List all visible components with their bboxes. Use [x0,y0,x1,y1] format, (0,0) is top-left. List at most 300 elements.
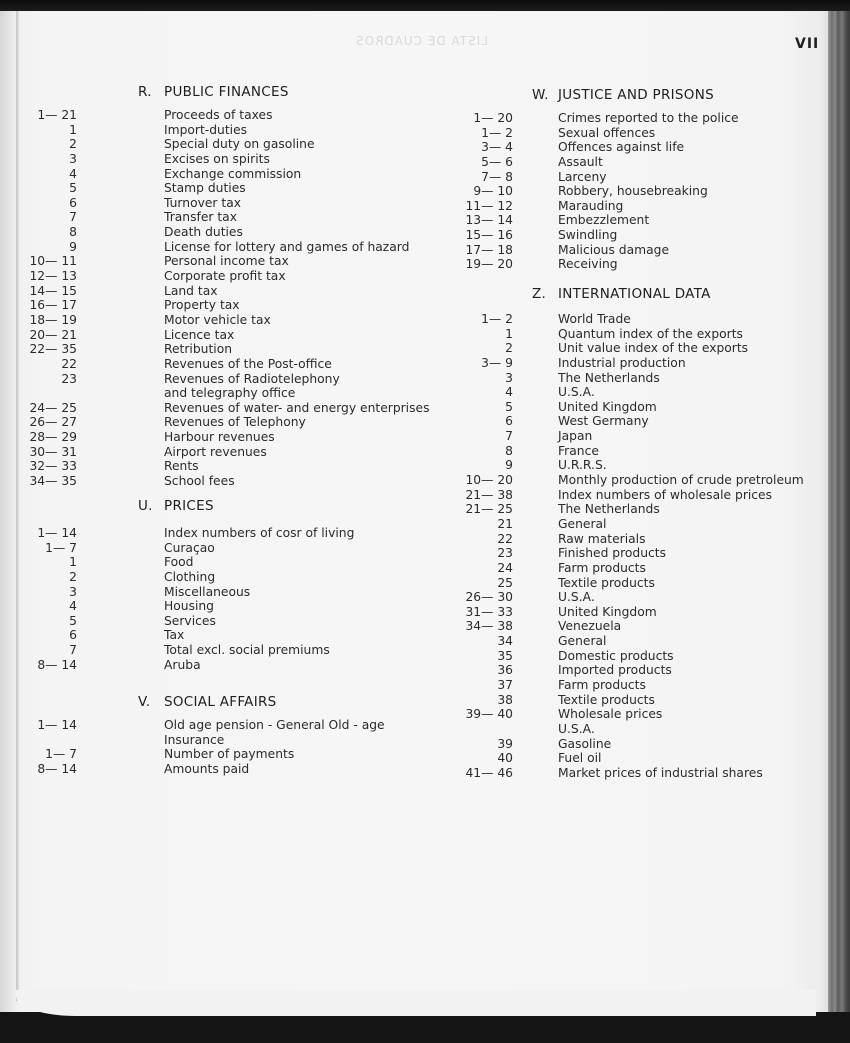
table-number-range: 24 [497,560,513,575]
table-number-range: 3 [69,584,77,599]
table-number-range: 16— 17 [29,298,77,313]
table-title: License for lottery and games of hazard [164,239,410,254]
table-number-range: 26— 27 [29,415,77,430]
table-title: Industrial production [558,355,686,370]
spacer [77,415,164,430]
table-number-range: 20— 21 [29,327,77,342]
table-title: Airport revenues [164,444,267,459]
spacer [77,342,164,357]
table-title: United Kingdom [558,604,657,619]
table-title: Index numbers of cosr of living [164,526,355,540]
table-row [440,126,739,141]
table-number-range: 3 [69,151,77,166]
table-number-range: 4 [69,166,77,181]
table-number-range: 30— 31 [29,444,77,459]
table-number-range: 21 [497,516,513,531]
table-row [440,400,804,415]
table-number-range: 32— 33 [29,459,77,474]
table-title: Japan [558,429,593,444]
table-title: Imported products [558,663,672,678]
table-row [0,599,354,614]
table-title: Monthly production of crude pretroleum [558,473,804,488]
table-number-range: 1— 14 [37,526,77,540]
spacer [77,372,164,387]
table-title: Swindling [558,228,618,243]
spacer [77,733,164,748]
table-number-range [440,722,513,737]
table-row [440,444,804,459]
table-row [440,751,804,766]
table-row [0,747,385,762]
table-row [440,228,739,243]
table-number-range: 1— 7 [45,540,77,555]
spacer [77,196,164,211]
spacer [513,458,558,473]
spacer [513,751,558,766]
table-number-range: 1 [505,326,513,341]
table-title: Corporate profit tax [164,269,286,284]
table-title: Domestic products [558,648,674,663]
table-number-range: 18— 19 [29,312,77,327]
table-row [0,570,354,585]
table-number-range [0,386,77,401]
table-row [0,762,385,777]
table-title: Index numbers of wholesale prices [558,487,773,502]
page-number: VII [795,36,820,52]
spacer [513,488,558,503]
table-number-range: 6 [505,414,513,429]
table-title: World Trade [558,312,631,326]
table-row [440,649,804,664]
spacer [77,137,164,152]
table-title: Robbery, housebreaking [558,184,708,199]
table-number-range: 7 [69,210,77,225]
table-row [0,372,429,387]
table-number-range: 15— 16 [465,228,513,243]
table-title: Textile products [558,692,655,707]
table-number-range: 34 [497,634,513,649]
table-row [440,458,804,473]
table-number-range: 3— 4 [481,140,513,155]
table-title: Clothing [164,569,216,584]
spacer [513,327,558,342]
spacer [513,213,558,228]
spacer [77,643,164,658]
spacer [77,386,164,401]
spacer [513,400,558,415]
section-public-finances [0,82,429,489]
table-title: Gasoline [558,736,612,751]
table-title: U.S.A. [558,590,595,605]
table-number-range: 8 [505,443,513,458]
table-number-range: 40 [497,751,513,766]
spacer [513,184,558,199]
table-list [0,108,429,489]
table-title: Fuel oil [558,751,602,766]
table-number-range: 2 [69,569,77,584]
table-title: Quantum index of the exports [558,326,743,341]
table-row [440,517,804,532]
table-row [0,718,385,733]
spacer [513,257,558,272]
table-number-range: 10— 20 [465,473,513,488]
spacer [513,356,558,371]
table-title: Proceeds of taxes [164,108,273,122]
table-number-range: 7 [505,429,513,444]
table-number-range: 26— 30 [465,590,513,605]
table-number-range: 22— 35 [29,342,77,357]
spacer [513,576,558,591]
section-letter: R. [138,84,152,100]
page-bottom-edge [0,1012,850,1043]
table-row [0,733,385,748]
table-row [0,196,429,211]
spacer [77,152,164,167]
table-number-range: 11— 12 [465,198,513,213]
section-international-data [440,284,804,781]
spacer [77,628,164,643]
table-row [0,459,429,474]
table-title: United Kingdom [558,399,657,414]
table-title: West Germany [558,414,649,429]
table-number-range: 21— 25 [465,502,513,517]
spacer [513,766,558,781]
table-title: Motor vehicle tax [164,312,271,327]
spacer [77,599,164,614]
table-title: Death duties [164,225,243,240]
table-number-range: 1— 2 [481,312,513,326]
spacer [513,605,558,620]
table-title: U.S.A. [558,721,595,736]
section-letter: Z. [532,286,547,302]
spacer [513,126,558,141]
table-title: Miscellaneous [164,584,251,599]
spacer [513,561,558,576]
table-number-range: 14— 15 [29,283,77,298]
table-row [440,414,804,429]
table-row [440,356,804,371]
table-row [0,298,429,313]
table-title: Old age pension - General Old - age [164,718,385,732]
spacer [77,357,164,372]
table-title: Special duty on gasoline [164,137,315,152]
table-number-range: 3 [505,370,513,385]
section-letter: U. [138,498,153,514]
spacer [513,414,558,429]
table-row [0,555,354,570]
table-row [0,614,354,629]
spacer [77,658,164,673]
table-row [440,327,804,342]
spacer [77,298,164,313]
table-list [0,718,385,777]
table-title: Offences against life [558,140,685,155]
table-number-range: 1— 21 [37,108,77,122]
section-heading [0,496,354,516]
table-row [440,590,804,605]
spacer [77,167,164,182]
table-row [440,111,739,126]
table-title: Crimes reported to the police [558,111,739,125]
table-row [440,561,804,576]
table-title: Stamp duties [164,181,246,196]
table-title: Transfer tax [164,210,237,225]
spacer [513,444,558,459]
spacer [77,718,164,733]
table-title: Aruba [164,657,201,672]
spacer [77,210,164,225]
table-row [440,502,804,517]
section-heading [0,692,385,712]
table-title: Revenues of Radiotelephony [164,371,340,386]
section-title: JUSTICE AND PRISONS [558,87,714,103]
table-title: Exchange commission [164,166,302,181]
spacer [513,737,558,752]
spacer [513,228,558,243]
table-number-range [0,733,77,748]
spacer [513,140,558,155]
table-row [0,357,429,372]
table-row [440,155,739,170]
table-title: Marauding [558,198,624,213]
table-title: Finished products [558,546,666,561]
table-number-range: 5 [505,399,513,414]
table-row [440,605,804,620]
table-number-range: 6 [69,195,77,210]
spacer [513,473,558,488]
table-row [440,385,804,400]
table-row [0,123,429,138]
table-number-range: 25 [497,575,513,590]
spacer [77,430,164,445]
spacer [513,385,558,400]
spacer [77,108,164,123]
table-number-range: 34— 35 [29,474,77,489]
table-list [0,526,354,672]
table-title: Tax [164,628,185,643]
section-title: INTERNATIONAL DATA [558,286,711,302]
table-number-range: 36 [497,663,513,678]
table-number-range: 6 [69,628,77,643]
table-row [0,585,354,600]
section-heading [440,284,804,304]
spacer [77,401,164,416]
table-title: Services [164,613,216,628]
table-title: Rents [164,459,199,474]
table-number-range: 35 [497,648,513,663]
table-row [0,108,429,123]
table-number-range: 23 [497,546,513,561]
table-row [0,328,429,343]
table-title: General [558,634,607,649]
table-row [0,386,429,401]
spacer [513,634,558,649]
spacer [513,590,558,605]
table-title: Malicious damage [558,242,670,257]
spacer [513,155,558,170]
table-title: Insurance [164,732,225,747]
table-title: Retribution [164,342,233,357]
table-title: The Netherlands [558,502,660,517]
table-number-range: 21— 38 [465,487,513,502]
table-number-range: 9 [505,458,513,473]
spacer [513,502,558,517]
table-number-range: 1— 20 [473,111,513,125]
table-number-range: 19— 20 [465,257,513,272]
table-number-range: 34— 38 [465,619,513,634]
spacer [77,585,164,600]
spacer [77,313,164,328]
table-number-range: 1— 2 [481,125,513,140]
spacer [77,181,164,196]
section-title: PUBLIC FINANCES [164,84,289,100]
table-row [0,415,429,430]
table-title: Farm products [558,678,646,693]
table-title: Land tax [164,283,218,298]
table-row [440,312,804,327]
table-title: Amounts paid [164,761,250,776]
table-title: Wholesale prices [558,707,663,722]
table-number-range: 3— 9 [481,355,513,370]
table-row [440,737,804,752]
table-title: School fees [164,474,235,489]
spacer [513,546,558,561]
table-row [440,532,804,547]
table-number-range: 1— 14 [37,718,77,732]
table-row [0,658,354,673]
section-prices [0,496,354,672]
table-list [440,312,804,781]
table-number-range: 7— 8 [481,169,513,184]
table-row [440,546,804,561]
spacer [77,555,164,570]
table-row [0,342,429,357]
spacer [77,328,164,343]
table-row [0,152,429,167]
section-justice-and-prisons [440,85,739,272]
spacer [513,243,558,258]
section-letter: V. [138,694,151,710]
table-row [0,526,354,541]
table-number-range: 22 [497,531,513,546]
table-title: Property tax [164,298,240,313]
spacer [77,526,164,541]
table-title: and telegraphy office [164,386,296,401]
table-row [440,663,804,678]
table-number-range: 23 [61,371,77,386]
table-title: France [558,443,599,458]
table-row [0,313,429,328]
spacer [77,269,164,284]
table-row [440,213,739,228]
table-number-range: 9— 10 [473,184,513,199]
table-title: U.R.R.S. [558,458,607,473]
table-number-range: 5 [69,181,77,196]
spacer [77,445,164,460]
spacer [77,747,164,762]
table-title: Excises on spirits [164,151,270,166]
spacer [513,199,558,214]
table-row [0,541,354,556]
table-title: Harbour revenues [164,430,275,445]
table-number-range: 37 [497,678,513,693]
table-row [0,474,429,489]
table-row [440,707,804,722]
table-number-range: 8 [69,225,77,240]
spacer [513,312,558,327]
table-number-range: 8— 14 [37,761,77,776]
table-row [440,722,804,737]
spacer [513,678,558,693]
table-number-range: 17— 18 [465,242,513,257]
table-title: Textile products [558,575,655,590]
table-number-range: 7 [69,643,77,658]
table-title: Total excl. social premiums [164,643,330,658]
table-row [0,284,429,299]
spacer [77,570,164,585]
table-title: Revenues of Telephony [164,415,306,430]
table-number-range: 13— 14 [465,213,513,228]
table-number-range: 38 [497,692,513,707]
table-row [0,269,429,284]
section-heading [440,85,739,105]
spacer [513,693,558,708]
table-title: Import-duties [164,122,248,137]
spacer [513,341,558,356]
table-title: Raw materials [558,531,646,546]
spacer [513,722,558,737]
table-number-range: 41— 46 [465,765,513,780]
table-row [440,488,804,503]
spacer [513,707,558,722]
table-title: Housing [164,599,214,614]
table-number-range: 39 [497,736,513,751]
table-row [440,634,804,649]
table-number-range: 1— 7 [45,747,77,762]
table-number-range: 2 [505,341,513,356]
spacer [513,170,558,185]
table-row [440,257,739,272]
table-title: General [558,516,607,531]
table-title: Farm products [558,560,646,575]
section-title: PRICES [164,498,214,514]
spacer [77,762,164,777]
table-row [0,628,354,643]
table-title: Sexual offences [558,125,656,140]
section-letter: W. [532,87,549,103]
table-number-range: 5— 6 [481,154,513,169]
table-row [0,445,429,460]
table-row [0,254,429,269]
table-row [0,137,429,152]
table-row [0,225,429,240]
table-title: Embezzlement [558,213,650,228]
spacer [513,111,558,126]
table-number-range: 12— 13 [29,269,77,284]
table-number-range: 1 [69,555,77,570]
table-row [440,473,804,488]
table-row [440,199,739,214]
spacer [77,254,164,269]
table-row [0,210,429,225]
page-edge-stack [828,11,850,1021]
table-title: Market prices of industrial shares [558,765,763,780]
table-row [440,619,804,634]
table-row [0,181,429,196]
table-row [440,341,804,356]
table-title: Curaçao [164,540,215,555]
table-title: Food [164,555,194,570]
